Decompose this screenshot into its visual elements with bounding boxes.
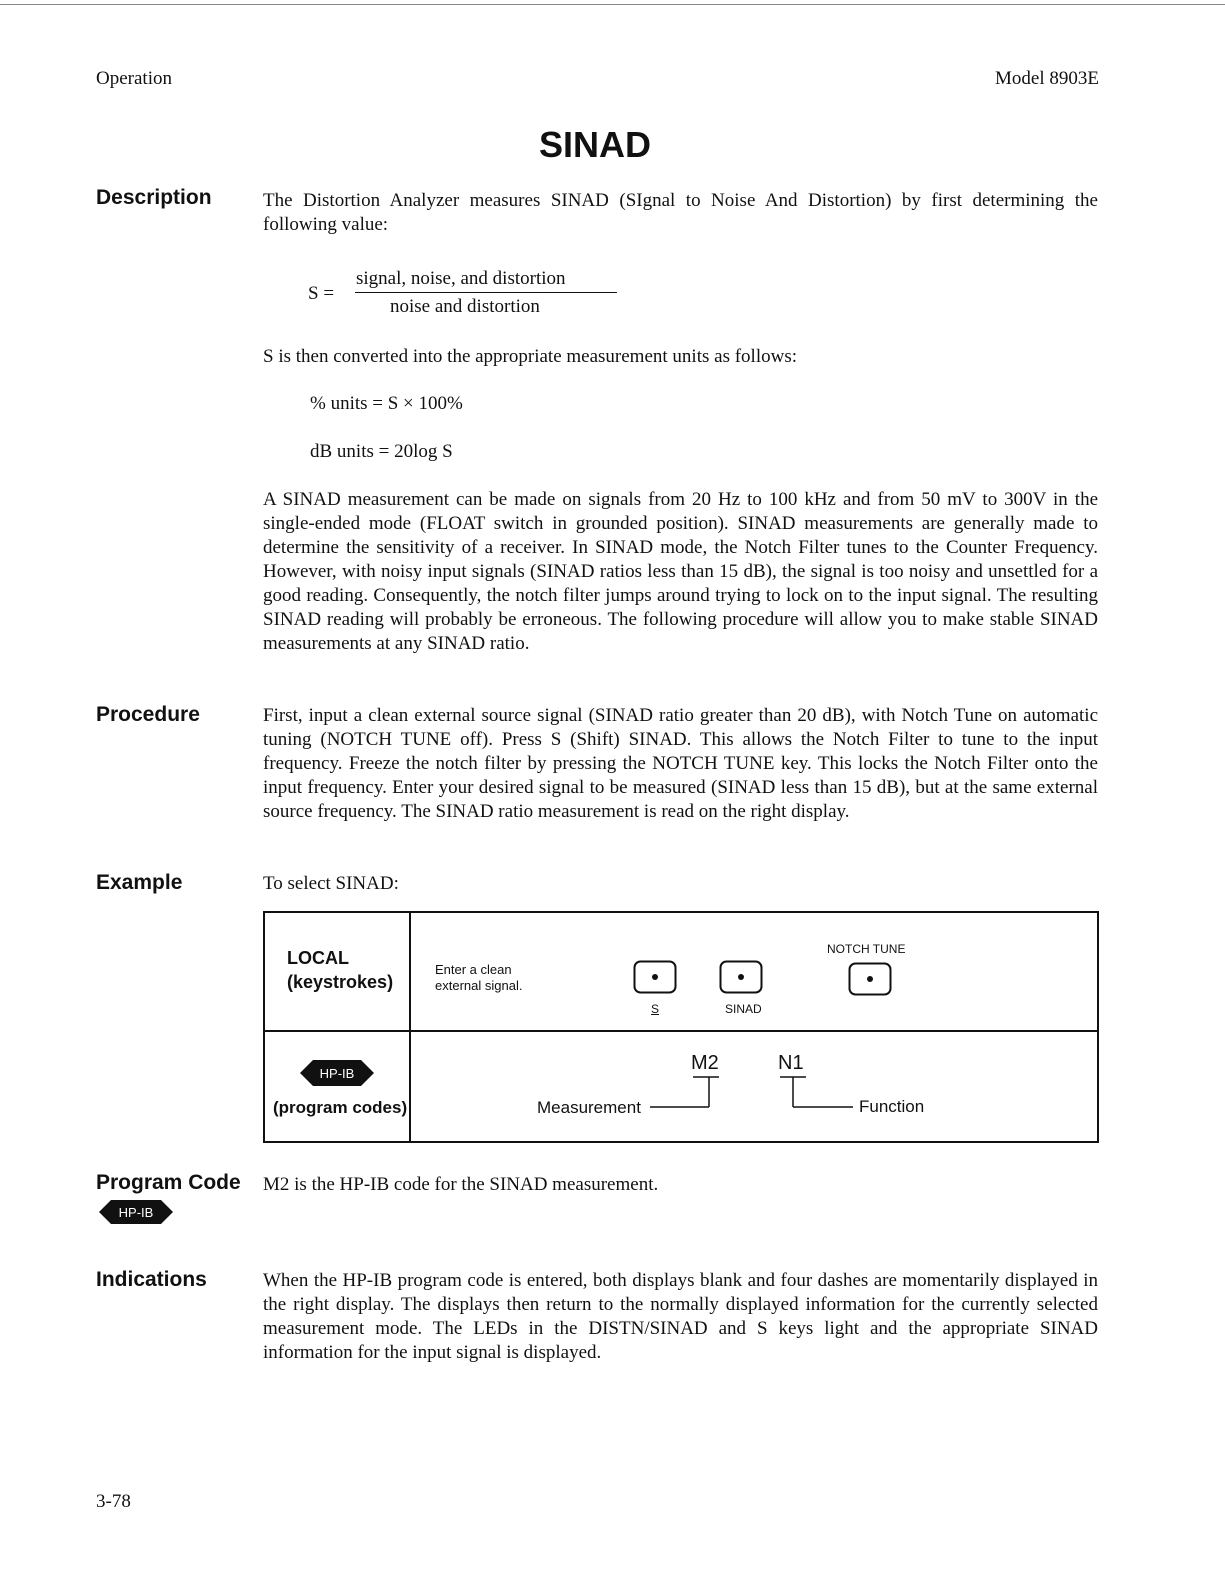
local-cell — [264, 912, 410, 1031]
sinad-key-label: SINAD — [725, 1002, 762, 1016]
notch-tune-key-icon — [848, 962, 892, 996]
enter-signal-note — [435, 962, 522, 994]
formula-lhs: S = — [308, 283, 335, 304]
conversion-text: S is then converted into the appropriate measurement units as follows: — [263, 346, 797, 367]
hp-ib-badge-icon — [299, 1058, 375, 1088]
running-header-section: Operation — [96, 68, 172, 89]
indications-text: When the HP-IB program code is entered, both displays blank and four dashes are momentarily displayed in the right display. The displays then return to the normally displayed information for the currently selected measurement mode. The LEDs in the DISTN/SINAD and S keys light and the appropriate SINAD information for the input signal is displayed. — [263, 1270, 1098, 1363]
function-label: Function — [859, 1097, 925, 1116]
code-callout-lines — [411, 1032, 1101, 1142]
top-rule — [0, 4, 1225, 5]
local-title: LOCAL — [287, 948, 349, 968]
indications-heading: Indications — [96, 1268, 207, 1291]
shift-key-label: S — [651, 1002, 660, 1016]
program-codes-label: (program codes) — [273, 1098, 408, 1117]
sinad-key-icon — [719, 960, 763, 994]
formula-numerator: signal, noise, and distortion — [356, 268, 566, 289]
formula-denominator: noise and distortion — [390, 296, 540, 317]
enter-line-2: external signal. — [435, 978, 523, 993]
page-number: 3-78 — [96, 1491, 131, 1512]
program-code-heading: Program Code — [96, 1171, 241, 1194]
keystrokes-label: (keystrokes) — [287, 972, 394, 992]
shift-key-icon — [633, 960, 677, 994]
running-header-model: Model 8903E — [995, 68, 1099, 89]
local-label — [287, 946, 393, 994]
description-body: A SINAD measurement can be made on signals from 20 Hz to 100 kHz and from 50 mV to 300V in the single-ended mode (FLOAT switch in grounded position). SINAD measurements are generally made to determine the sensitivity of a receiver. In SINAD mode, the Notch Filter tunes to the Counter Frequency. However, with noisy input signals (SINAD ratios less than 15 dB), the signal is too noisy and unsettled for a good reading. Consequently, the notch filter jumps around trying to lock on to the input signal. The resulting SINAD reading will probably be erroneous. The following procedure will allow you to make stable SINAD measurements at any SINAD ratio. — [263, 489, 1098, 654]
notch-tune-key-label: NOTCH TUNE — [827, 942, 906, 956]
measurement-label: Measurement — [537, 1098, 641, 1117]
program-code-badge-text: HP-IB — [118, 1205, 154, 1220]
fraction-bar — [355, 292, 617, 293]
hp-ib-badge-text: HP-IB — [319, 1066, 355, 1081]
description-heading: Description — [96, 186, 212, 209]
page-title: SINAD — [538, 124, 651, 165]
example-heading: Example — [96, 871, 183, 894]
percent-units-equation: % units = S × 100% — [310, 393, 463, 414]
program-code-cell — [410, 1031, 1098, 1142]
program-code-text: M2 is the HP-IB code for the SINAD measurement. — [263, 1174, 659, 1195]
description-intro: The Distortion Analyzer measures SINAD (SIgnal to Noise And Distortion) by first determining the following value: — [263, 190, 1098, 235]
code-n1: N1 — [778, 1052, 804, 1074]
db-units-equation: dB units = 20log S — [310, 441, 453, 462]
procedure-heading: Procedure — [96, 703, 200, 726]
keystroke-sequence-cell — [410, 912, 1098, 1031]
hpib-cell — [264, 1031, 410, 1142]
procedure-text: First, input a clean external source signal (SINAD ratio greater than 20 dB), with Notch Tune on automatic tuning (NOTCH TUNE off). Press S (Shift) SINAD. This allows the Notch Filter to tune to the input frequency. Freeze the notch filter by pressing the NOTCH TUNE key. This locks the Notch Filter onto the input frequency. Enter your desired signal to be measured (SINAD less than 15 dB), but at the same external source frequency. The SINAD ratio measurement is read on the right display. — [263, 705, 1098, 822]
enter-line-1: Enter a clean — [435, 962, 512, 977]
code-m2: M2 — [691, 1052, 719, 1074]
program-code-hp-ib-icon — [98, 1198, 174, 1226]
example-intro: To select SINAD: — [263, 873, 399, 894]
example-keystroke-table — [263, 911, 1099, 1143]
